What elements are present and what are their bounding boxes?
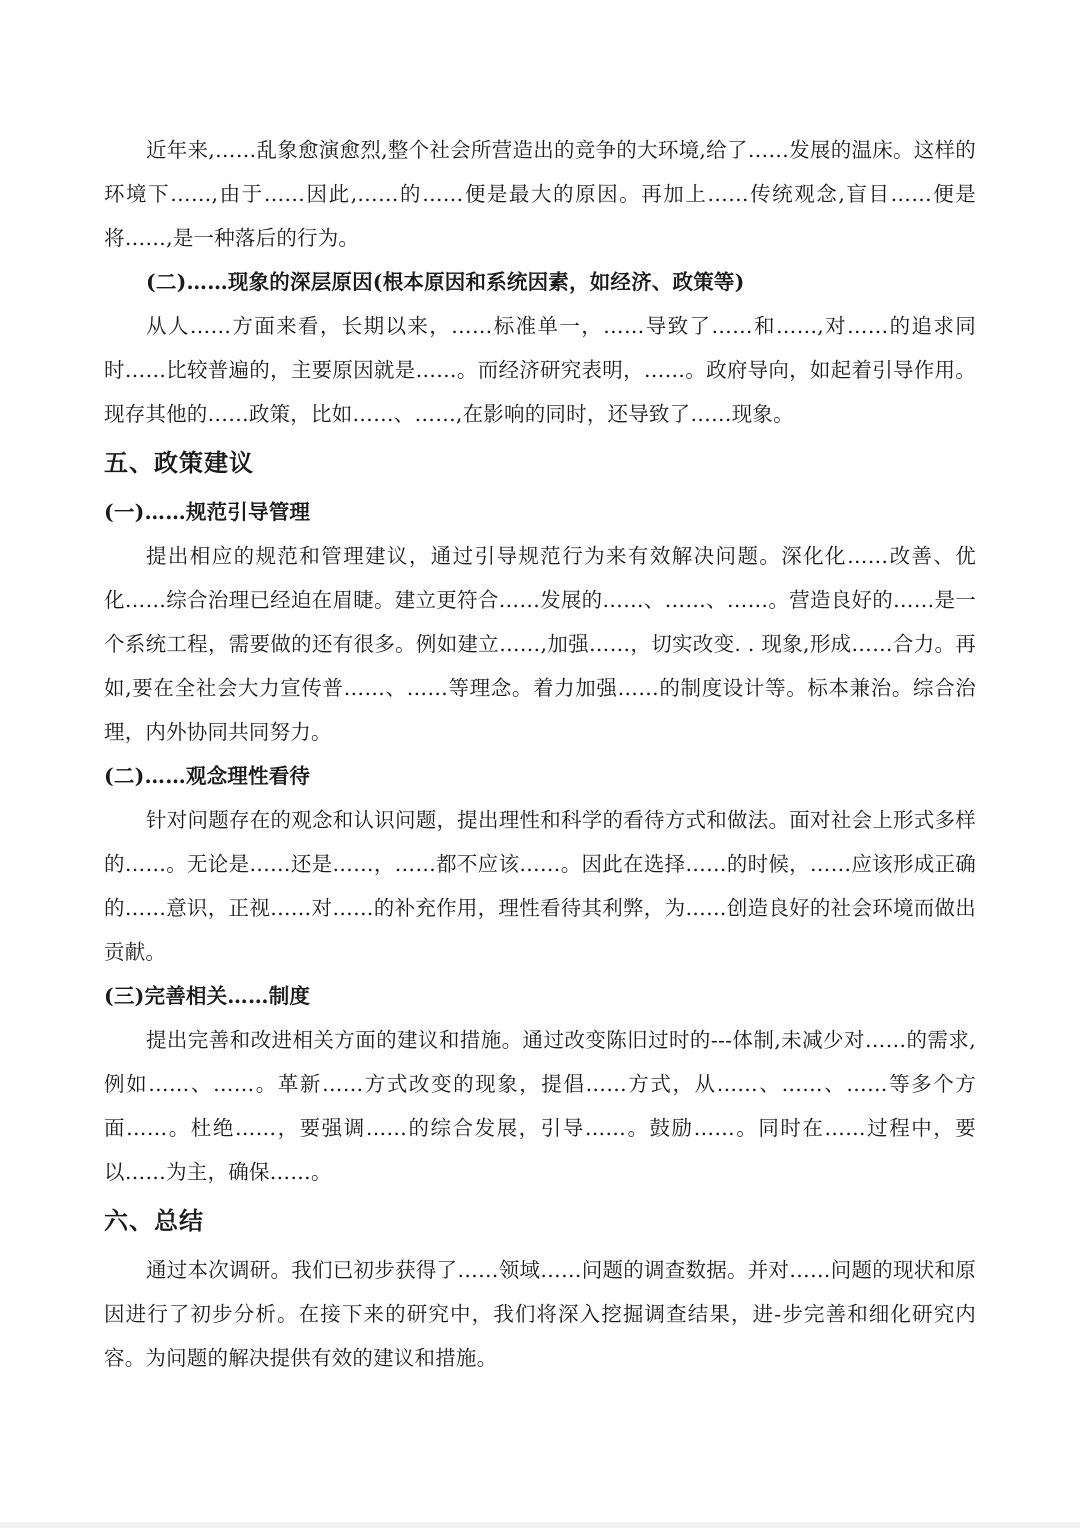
section5-sub3-paragraph: 提出完善和改进相关方面的建议和措施。通过改变陈旧过时的---体制,未减少对……的需求,例如……、……。革新……方式改变的现象，提倡……方式，从……、……、……等多个方面……。杜绝……，要强调……的综合发展，引导……。鼓励……。同时在……过程中，要以……为主，确保……。: [104, 1028, 976, 1184]
section5-sub2-paragraph: 针对问题存在的观念和认识问题，提出理性和科学的看待方式和做法。面对社会上形式多样的……。无论是……还是……，……都不应该……。因此在选择……的时候，……应该形成正确的……意识，正视……对……的补充作用，理性看待其利弊，为……创造良好的社会环境而做出贡献。: [104, 808, 976, 964]
section5-heading: 五、政策建议: [104, 449, 254, 477]
section4-intro-paragraph: 近年来,……乱象愈演愈烈,整个社会所营造出的竞争的大环境,给了……发展的温床。这样的环境下……,由于……因此,……的……便是最大的原因。再加上……传统观念,盲目……便是将……,是一种落后的行为。: [104, 138, 976, 250]
document-body: [104, 128, 976, 1380]
section5-subheading-1: (一)……规范引导管理: [104, 500, 311, 524]
section4-sub2-paragraph: 从人……方面来看，长期以来，……标准单一，……导致了……和……,对……的追求同时……比较普遍的，主要原因就是……。而经济研究表明，……。政府导向，如起着引导作用。现存其他的……政策，比如……、……,在影响的同时，还导致了……现象。: [104, 314, 976, 426]
section6-paragraph: 通过本次调研。我们已初步获得了……领域……问题的调查数据。并对……问题的现状和原因进行了初步分析。在接下来的研究中，我们将深入挖掘调查结果，进-步完善和细化研究内容。为问题的解决提供有效的建议和措施。: [104, 1258, 976, 1370]
section6-heading: 六、总结: [104, 1207, 204, 1235]
page-bottom-edge: [0, 1522, 1080, 1528]
section5-sub1-paragraph: 提出相应的规范和管理建议，通过引导规范行为来有效解决问题。深化化……改善、优化……综合治理已经迫在眉睫。建立更符合……发展的……、……、……。营造良好的……是一个系统工程，需要做的还有很多。例如建立……,加强……，切实改变. . 现象,形成……合力。再如,要在全社会大力宣传普……、……等理念。着力加强……的制度设计等。标本兼治。综合治理，内外协同共同努力。: [104, 544, 976, 744]
section4-subheading-2: (二)……现象的深层原因(根本原因和系统因素，如经济、政策等): [146, 270, 745, 294]
section5-subheading-3: (三)完善相关……制度: [104, 984, 311, 1008]
section5-subheading-2: (二)……观念理性看待: [104, 764, 311, 788]
